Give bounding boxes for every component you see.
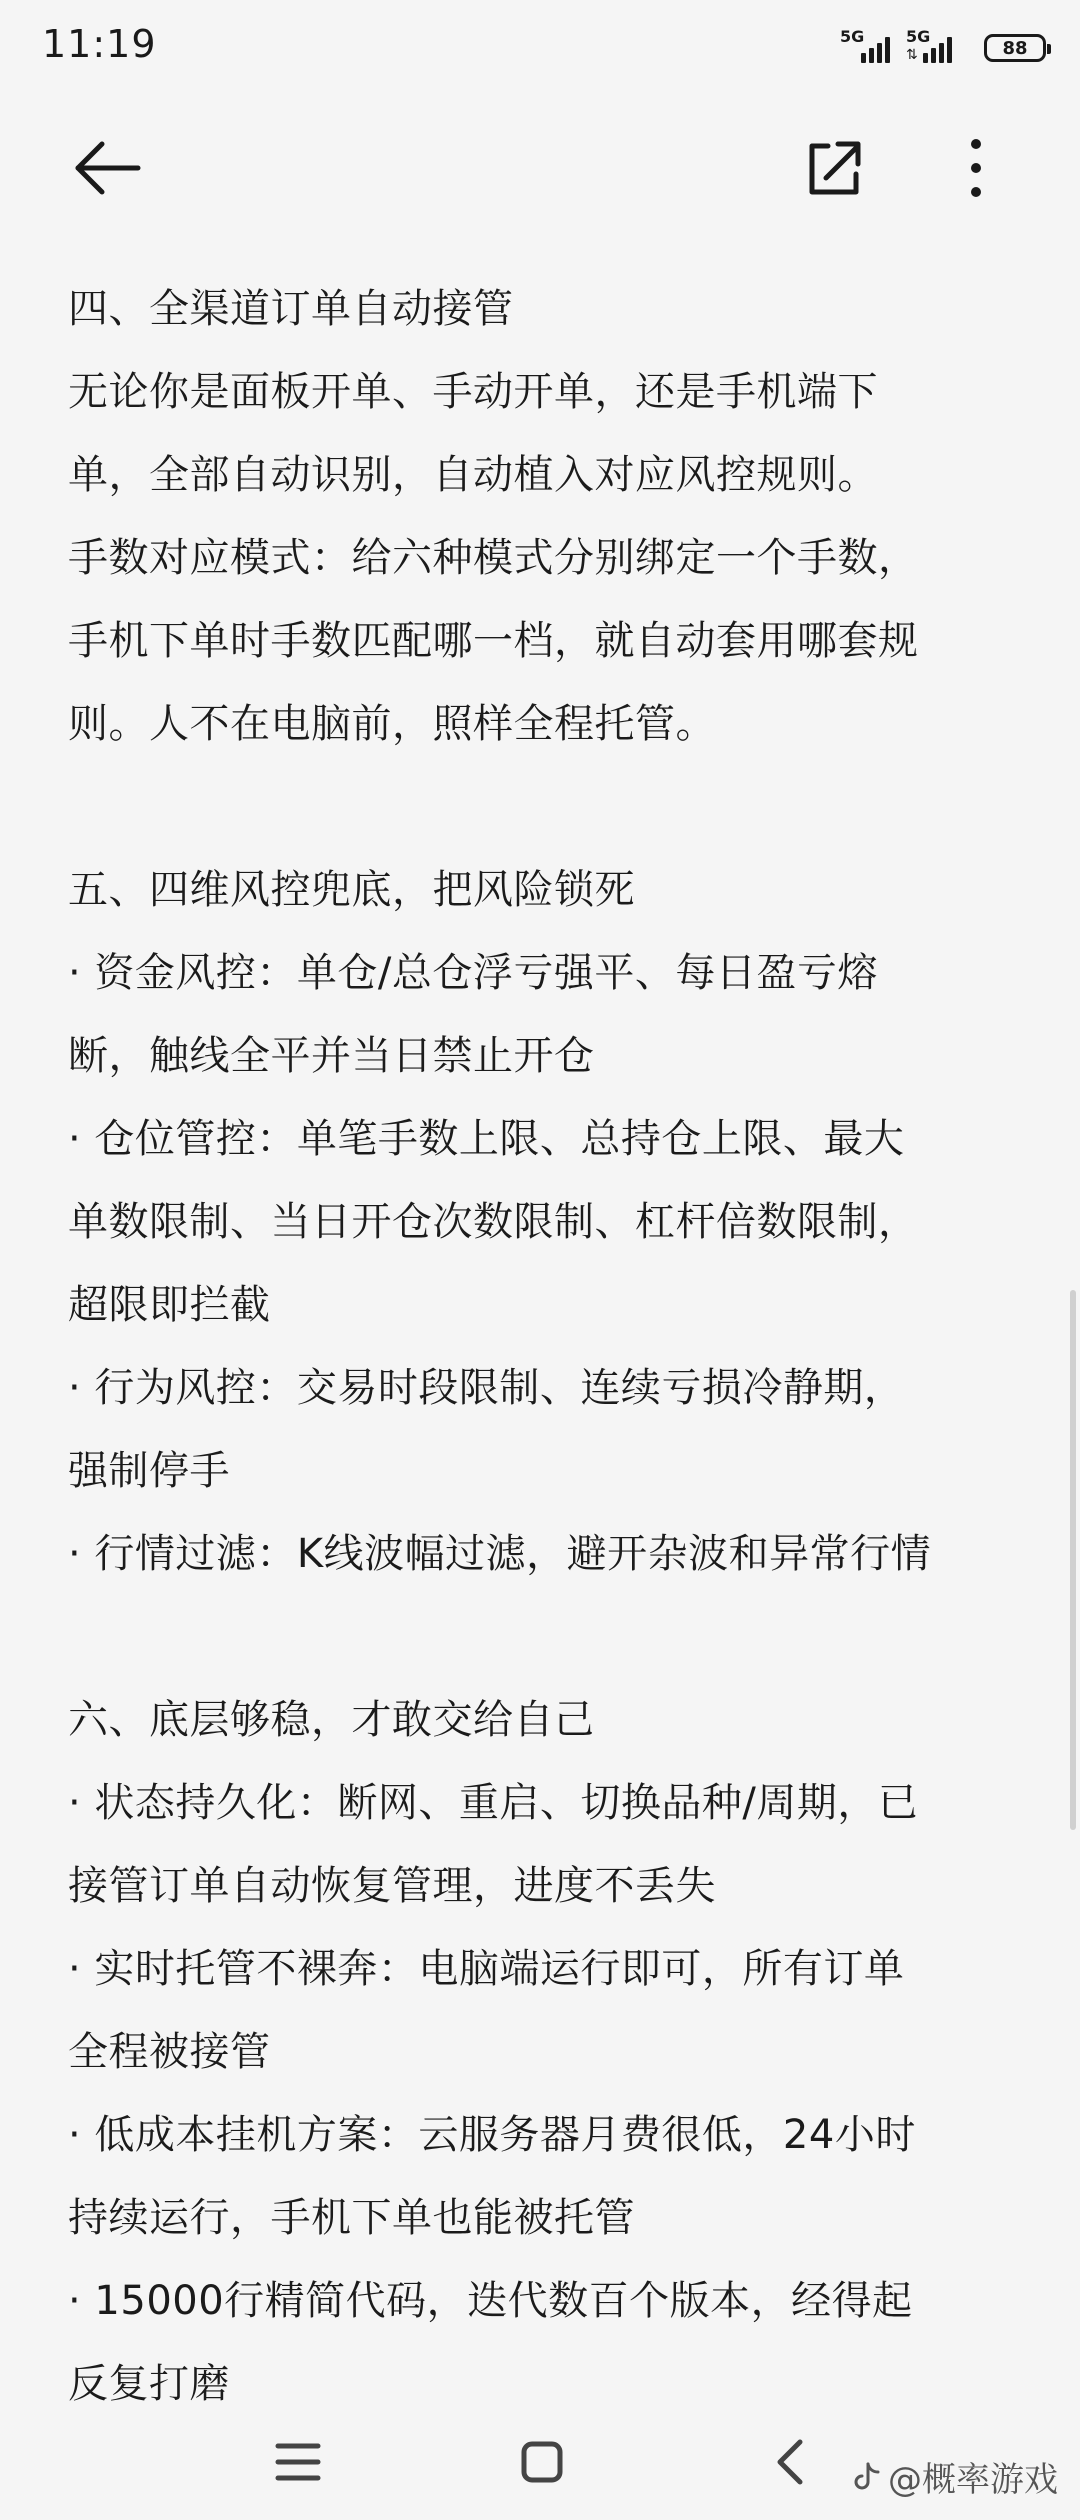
more-options-button[interactable] bbox=[946, 128, 1006, 208]
back-button[interactable] bbox=[68, 128, 148, 208]
text-line: 强制停手 bbox=[68, 1448, 230, 1494]
menu-lines-icon bbox=[258, 2422, 338, 2502]
watermark-text: @概率游戏 bbox=[888, 2460, 1058, 2500]
text-line: · 状态持久化：断网、重启、切换品种/周期，已 bbox=[68, 1780, 919, 1826]
share-button[interactable] bbox=[794, 128, 874, 208]
battery-icon bbox=[984, 34, 1046, 62]
article-body bbox=[68, 268, 1048, 2426]
signal-label: 5G bbox=[906, 27, 931, 46]
app-bar bbox=[0, 100, 1080, 230]
text-line: · 行情过滤：K线波幅过滤，避开杂波和异常行情 bbox=[68, 1531, 932, 1577]
text-line: 五、四维风控兜底，把风险锁死 bbox=[68, 867, 635, 913]
share-external-icon bbox=[794, 128, 874, 208]
system-back-button[interactable] bbox=[752, 2422, 832, 2502]
text-line: · 低成本挂机方案：云服务器月费很低，24小时 bbox=[68, 2112, 916, 2158]
text-line: · 仓位管控：单笔手数上限、总持仓上限、最大 bbox=[68, 1116, 905, 1162]
signal-icon bbox=[840, 27, 892, 63]
more-vertical-icon bbox=[946, 128, 1006, 208]
text-line: · 实时托管不裸奔：电脑端运行即可，所有订单 bbox=[68, 1946, 905, 1992]
text-line: 反复打磨 bbox=[68, 2361, 230, 2407]
signal-label: 5G bbox=[840, 27, 865, 46]
text-line: 超限即拦截 bbox=[68, 1282, 271, 1328]
text-line: · 资金风控：单仓/总仓浮亏强平、每日盈亏熔 bbox=[68, 950, 878, 996]
text-line: 断，触线全平并当日禁止开仓 bbox=[68, 1033, 595, 1079]
scrollbar[interactable] bbox=[1070, 1290, 1076, 1830]
text-line: 全程被接管 bbox=[68, 2029, 271, 2075]
status-icons bbox=[840, 26, 1046, 70]
square-home-icon bbox=[502, 2422, 582, 2502]
text-line: 持续运行，手机下单也能被托管 bbox=[68, 2195, 635, 2241]
data-arrows-icon: ⇅ bbox=[906, 47, 918, 63]
text-line: 单数限制、当日开仓次数限制、杠杆倍数限制， bbox=[68, 1199, 919, 1245]
status-bar bbox=[0, 0, 1080, 96]
paragraph-gap bbox=[68, 766, 1048, 849]
chevron-left-icon bbox=[752, 2422, 832, 2502]
douyin-logo-icon bbox=[850, 2460, 884, 2494]
text-line: · 行为风控：交易时段限制、连续亏损冷静期， bbox=[68, 1365, 905, 1411]
text-line: 无论你是面板开单、手动开单，还是手机端下 bbox=[68, 369, 878, 415]
text-line: 则。人不在电脑前，照样全程托管。 bbox=[68, 701, 716, 747]
status-time: 11:19 bbox=[42, 22, 157, 66]
text-line: 手机下单时手数匹配哪一档，就自动套用哪套规 bbox=[68, 618, 919, 664]
paragraph-gap bbox=[68, 1596, 1048, 1679]
text-line: 单，全部自动识别，自动植入对应风控规则。 bbox=[68, 452, 878, 498]
battery-level: 88 bbox=[1002, 37, 1028, 59]
text-line: 六、底层够稳，才敢交给自己 bbox=[68, 1697, 595, 1743]
text-line: 接管订单自动恢复管理，进度不丢失 bbox=[68, 1863, 716, 1909]
text-line: · 15000行精简代码，迭代数百个版本，经得起 bbox=[68, 2278, 913, 2324]
arrow-left-icon bbox=[68, 128, 148, 208]
home-button[interactable] bbox=[502, 2422, 582, 2502]
text-line: 手数对应模式：给六种模式分别绑定一个手数， bbox=[68, 535, 919, 581]
text-line: 四、全渠道订单自动接管 bbox=[68, 286, 514, 332]
watermark bbox=[850, 2452, 1058, 2501]
recent-apps-button[interactable] bbox=[258, 2422, 338, 2502]
signal-icon bbox=[906, 27, 970, 63]
